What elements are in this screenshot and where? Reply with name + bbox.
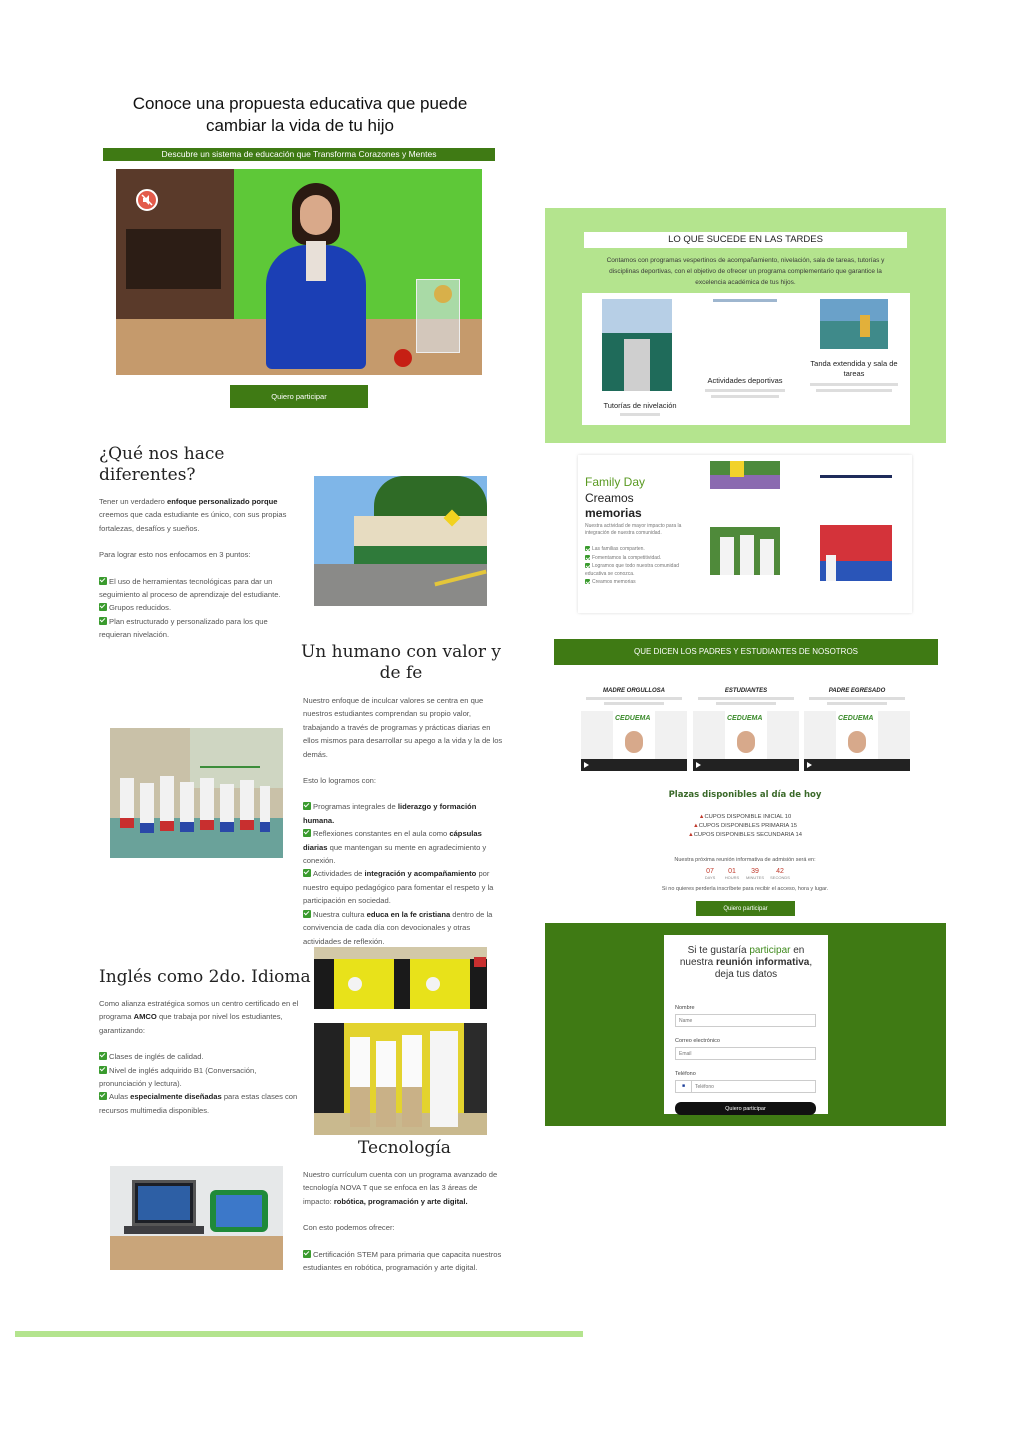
name-field[interactable] xyxy=(675,1014,816,1027)
testimonial-2: ESTUDIANTES CEDUEMA xyxy=(693,688,799,771)
family-subtitle: Creamos memorias xyxy=(585,491,642,520)
plazas-next: Nuestra próxima reunión informativa de admisión será en: xyxy=(674,857,816,863)
bottom-divider xyxy=(15,1331,583,1337)
check-icon xyxy=(99,1052,107,1060)
family-photo-1 xyxy=(710,461,780,489)
hero-cta-button[interactable]: Quiero participar xyxy=(230,385,368,408)
school-street-photo xyxy=(314,476,487,606)
testimonial-video-3[interactable]: CEDUEMA xyxy=(804,711,910,771)
list-item: Logramos que todo nuestra comunidad educativa se conozca. xyxy=(585,563,680,577)
plazas-title: Plazas disponibles al día de hoy xyxy=(668,790,822,800)
testimonial-video-1[interactable]: CEDUEMA xyxy=(581,711,687,771)
check-icon xyxy=(303,829,311,837)
children-parade-photo xyxy=(110,728,283,858)
valores-text: Nuestro enfoque de inculcar valores se centra en que nuestros estudiantes comprendan su propio valor, trabajando a través de programas y prácticas diarias en ellos mismos para desarrollar su apego a la vida y la de los demás. Esto lo logramos con: Programas integrales de liderazgo y formación humana. Reflexiones constantes en el aula como cápsulas diarias que mantengan su mente en agradecimiento y conexión. Actividades de integración y acompañamiento por nuestro equipo pedagógico para fomentar el respeto y la participación en sociedad. Nuestra cultura educa en la fe cristiana dentro de la convivencia de cada día con devocionales y otras actividades de reflexión. xyxy=(303,694,503,948)
testimonial-3: PADRE EGRESADO CEDUEMA xyxy=(804,688,910,771)
list-item: ▲CUPOS DISPONIBLES PRIMARIA 15 xyxy=(692,823,797,829)
plazas-note: Si no quieres perderla inscríbete para recibir el acceso, hora y lugar. xyxy=(661,886,829,892)
tardes-section xyxy=(545,208,946,443)
ingles-text: Como alianza estratégica somos un centro certificado en el programa AMCO que trabaja por nivel los estudiantes, garantizando: Clases de inglés de calidad. Nivel de inglés adquirido B1 (Conversación, pronunciación y lectura). Aulas especialmente diseñadas para estas clases con recursos multimedia disponibles. xyxy=(99,997,299,1117)
list-item: El uso de herramientas tecnológicas para dar un seguimiento al proceso de aprendizaje del estudiante. xyxy=(99,576,281,600)
list-item: Nuestra cultura educa en la fe cristiana dentro de la convivencia de cada día con devocionales y otras actividades de reflexión. xyxy=(303,909,493,946)
check-icon xyxy=(99,1066,107,1074)
bee-stage-photo xyxy=(314,947,487,1009)
hero-video[interactable] xyxy=(116,169,482,375)
play-icon[interactable] xyxy=(584,762,589,768)
check-icon xyxy=(585,579,590,584)
list-item: Aulas especialmente diseñadas para estas clases con recursos multimedia disponibles. xyxy=(99,1092,298,1115)
list-item: Programas integrales de liderazgo y formación humana. xyxy=(303,802,477,825)
tardes-desc: Contamos con programas vespertinos de acompañamiento, nivelación, sala de tareas, tutorías y disciplinas deportivas, con el objetivo de ofrecer un programa complementario que garantice la excelencia académica de tus hijos. xyxy=(606,257,885,286)
list-item: Actividades de integración y acompañamiento por nuestro equipo pedagógico para fomentar el respeto y la participación en sociedad. xyxy=(303,869,494,906)
school-icon: ▲ xyxy=(688,832,694,838)
family-list xyxy=(585,545,685,587)
tardes-title: LO QUE SUCEDE EN LAS TARDES xyxy=(584,232,907,248)
list-item: Creamos memorias xyxy=(585,578,685,587)
students-uniform-photo xyxy=(314,1023,487,1135)
hero-title: Conoce una propuesta educativa que puede cambiar la vida de tu hijo xyxy=(132,94,468,135)
testimonios-banner: QUE DICEN LOS PADRES Y ESTUDIANTES DE NOSOTROS xyxy=(554,639,938,665)
hero-banner: Descubre un sistema de educación que Transforma Corazones y Mentes xyxy=(103,148,495,161)
check-icon xyxy=(99,1092,107,1100)
laptop-tablet-photo xyxy=(110,1166,283,1270)
family-title: Family Day xyxy=(585,475,646,489)
form-title: Si te gustaría participar en nuestra reunión informativa, deja tus datos xyxy=(679,945,813,980)
check-icon xyxy=(585,546,590,551)
list-item: Fomentamos la competitividad. xyxy=(585,554,685,563)
testimonial-1: MADRE ORGULLOSA CEDUEMA xyxy=(581,688,687,771)
list-item: Clases de inglés de calidad. xyxy=(99,1050,299,1063)
check-icon xyxy=(99,617,107,625)
diferentes-text: Tener un verdadero enfoque personalizado porque creemos que cada estudiante es único, con sus propias fortalezas, desafíos y sueños. Para lograr esto nos enfocamos en 3 puntos: El uso de herramientas tecnológicas para dar un seguimiento al proceso de aprendizaje del estudiante. Grupos reducidos. Plan estructurado y personalizado para los que requieran nivelación. xyxy=(99,495,299,642)
check-icon xyxy=(99,603,107,611)
valores-title: Un humano con valor y de fe xyxy=(300,642,502,683)
family-day-card: Family Day Creamos memorias Nuestra actividad de mayor impacto para la integración de nuestra comunidad. Las familias comparten. Fomentamos la competitividad. Logramos que todo nuestra comunidad educativa se conozca. Creamos memorias xyxy=(578,455,912,613)
school-icon: ▲ xyxy=(698,814,705,820)
check-icon xyxy=(303,802,311,810)
check-icon xyxy=(303,910,311,918)
list-item: Nivel de inglés adquirido B1 (Conversación, pronunciación y lectura). xyxy=(99,1065,257,1089)
family-photo-3 xyxy=(820,525,892,581)
diferentes-title: ¿Qué nos hace diferentes? xyxy=(99,444,225,485)
card-tanda: Tanda extendida y sala de tareas xyxy=(802,299,906,423)
list-item: Plan estructurado y personalizado para los que requieran nivelación. xyxy=(99,616,268,640)
check-icon xyxy=(303,1250,311,1258)
mute-icon[interactable] xyxy=(136,189,158,211)
list-item: Grupos reducidos. xyxy=(99,601,299,614)
countdown: 07 DAYS 01 HOURS 39 MINUTES 42 SECONDS xyxy=(704,868,790,880)
check-icon xyxy=(585,563,590,568)
check-icon xyxy=(99,577,107,585)
presenter-figure xyxy=(264,179,368,369)
card-tutorias: Tutorías de nivelación xyxy=(590,299,690,423)
tutorias-photo xyxy=(602,299,672,391)
email-field[interactable] xyxy=(675,1047,816,1060)
play-icon[interactable] xyxy=(696,762,701,768)
list-item: ▲CUPOS DISPONIBLES SECUNDARIA 14 xyxy=(688,832,802,838)
form-card: Si te gustaría participar en nuestra reunión informativa, deja tus datos Nombre Name Correo electrónico Email Teléfono ■ Teléfono Quiero participar xyxy=(664,935,828,1114)
phone-field[interactable] xyxy=(691,1080,816,1093)
plazas-list xyxy=(660,813,830,840)
tecnologia-title: Tecnología xyxy=(358,1138,451,1158)
check-icon xyxy=(303,869,311,877)
form-section xyxy=(545,923,946,1126)
list-item: ▲CUPOS DISPONIBLE INICIAL 10 xyxy=(698,814,792,820)
form-submit-button[interactable]: Quiero participar xyxy=(675,1102,816,1115)
tardes-cards xyxy=(582,293,910,425)
check-icon xyxy=(585,555,590,560)
school-icon: ▲ xyxy=(692,823,699,829)
play-icon[interactable] xyxy=(807,762,812,768)
ingles-title: Inglés como 2do. Idioma xyxy=(99,967,311,987)
country-flag-select[interactable]: ■ xyxy=(675,1080,691,1093)
tanda-photo xyxy=(820,299,888,349)
plazas-cta-button[interactable]: Quiero participar xyxy=(696,901,795,916)
family-photo-2 xyxy=(710,527,780,575)
list-item: Las familias comparten. xyxy=(585,545,685,554)
tecnologia-text: Nuestro currículum cuenta con un programa avanzado de tecnología NOVA T que se enfoca en las 3 áreas de impacto: robótica, programación y arte digital. Con esto podemos ofrecer: Certificación STEM para primaria que capacita nuestros estudiantes en robótica, programación y arte digital. xyxy=(303,1168,503,1274)
list-item: Reflexiones constantes en el aula como cápsulas diarias que mantengan su mente en agradecimiento y conexión. xyxy=(303,829,487,866)
testimonial-video-2[interactable]: CEDUEMA xyxy=(693,711,799,771)
list-item: Certificación STEM para primaria que capacita nuestros estudiantes en robótica, programación y arte digital. xyxy=(303,1249,502,1273)
card-deportivas: Actividades deportivas xyxy=(695,299,795,423)
